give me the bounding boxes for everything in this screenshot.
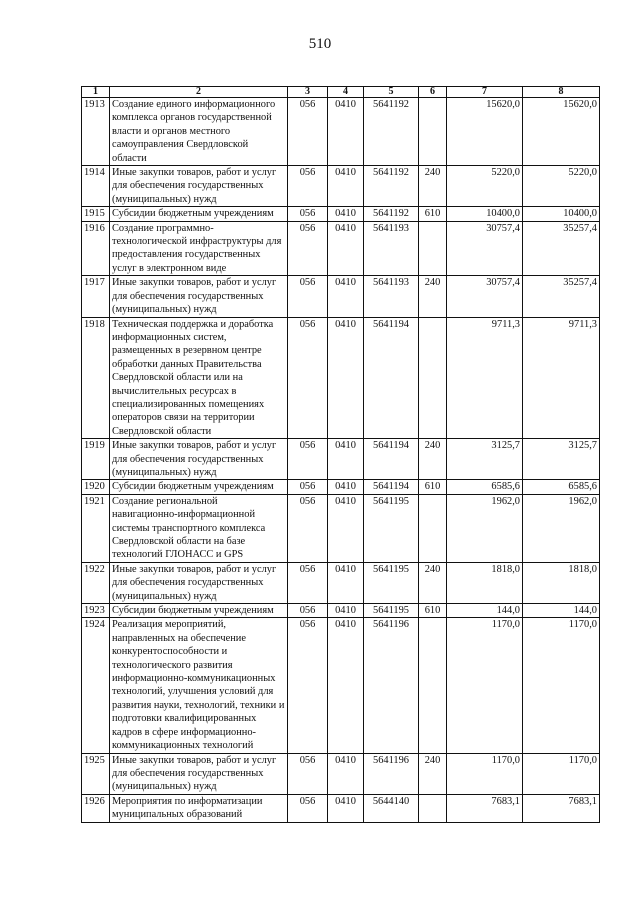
- row-section-code: 0410: [328, 221, 364, 276]
- row-ministry-code: 056: [288, 604, 328, 618]
- row-target-code: 5641195: [364, 494, 419, 562]
- row-amount-col7: 10400,0: [447, 207, 523, 221]
- row-target-code: 5641192: [364, 166, 419, 207]
- row-ministry-code: 056: [288, 317, 328, 439]
- table-row: [82, 98, 600, 166]
- row-target-code: 5641196: [364, 753, 419, 794]
- table-header-row: [82, 87, 600, 98]
- row-number: 1919: [82, 439, 110, 480]
- row-amount-col7: 30757,4: [447, 221, 523, 276]
- row-target-code: 5641196: [364, 618, 419, 753]
- row-amount-col7: 1818,0: [447, 562, 523, 603]
- row-ministry-code: 056: [288, 494, 328, 562]
- row-amount-col7: 1962,0: [447, 494, 523, 562]
- row-section-code: 0410: [328, 753, 364, 794]
- row-target-code: 5641195: [364, 562, 419, 603]
- row-target-code: 5641193: [364, 276, 419, 317]
- row-name: Субсидии бюджетным учреждениям: [110, 604, 288, 618]
- row-number: 1924: [82, 618, 110, 753]
- table-row: [82, 221, 600, 276]
- row-amount-col8: 1170,0: [523, 753, 600, 794]
- row-expense-type: 240: [419, 166, 447, 207]
- page-number: 510: [308, 36, 332, 52]
- row-target-code: 5641195: [364, 604, 419, 618]
- row-amount-col7: 7683,1: [447, 794, 523, 822]
- row-expense-type: [419, 618, 447, 753]
- row-expense-type: 610: [419, 604, 447, 618]
- row-name: Техническая поддержка и доработка информационных систем, размещенных в резервном центре обработки данных Правительства Свердловской области или на вычислительных ресурсах в специализированных помещениях операторов связи на территории Свердловской области: [110, 317, 288, 439]
- row-name: Мероприятия по информатизации муниципальных образований: [110, 794, 288, 822]
- row-amount-col7: 9711,3: [447, 317, 523, 439]
- row-amount-col8: 9711,3: [523, 317, 600, 439]
- row-name: Создание единого информационного комплекса органов государственной власти и органов местного самоуправления Свердловской области: [110, 98, 288, 166]
- table-row: [82, 166, 600, 207]
- row-name: Иные закупки товаров, работ и услуг для обеспечения государственных (муниципальных) нужд: [110, 439, 288, 480]
- row-amount-col7: 1170,0: [447, 753, 523, 794]
- row-name: Иные закупки товаров, работ и услуг для обеспечения государственных (муниципальных) нужд: [110, 276, 288, 317]
- row-number: 1926: [82, 794, 110, 822]
- row-amount-col8: 6585,6: [523, 480, 600, 494]
- row-amount-col8: 15620,0: [523, 98, 600, 166]
- row-name: Иные закупки товаров, работ и услуг для обеспечения государственных (муниципальных) нужд: [110, 562, 288, 603]
- row-section-code: 0410: [328, 794, 364, 822]
- row-expense-type: 240: [419, 562, 447, 603]
- row-ministry-code: 056: [288, 562, 328, 603]
- row-name: Реализация мероприятий, направленных на обеспечение конкурентоспособности и технологического развития информационно-коммуникационных технологий, улучшения условий для развития науки, технологий, техники и подготовки квалифицированных кадров в сфере информационно-коммуникационных технологий: [110, 618, 288, 753]
- row-ministry-code: 056: [288, 794, 328, 822]
- row-number: 1923: [82, 604, 110, 618]
- row-target-code: 5641193: [364, 221, 419, 276]
- row-target-code: 5641192: [364, 98, 419, 166]
- row-expense-type: [419, 317, 447, 439]
- row-number: 1918: [82, 317, 110, 439]
- row-amount-col8: 10400,0: [523, 207, 600, 221]
- table-row: [82, 207, 600, 221]
- row-target-code: 5641194: [364, 439, 419, 480]
- budget-table: [81, 86, 600, 823]
- row-number: 1921: [82, 494, 110, 562]
- row-amount-col8: 1962,0: [523, 494, 600, 562]
- row-amount-col7: 3125,7: [447, 439, 523, 480]
- header-col-5: 5: [364, 87, 419, 98]
- table-row: [82, 604, 600, 618]
- row-ministry-code: 056: [288, 618, 328, 753]
- row-amount-col8: 7683,1: [523, 794, 600, 822]
- row-expense-type: 240: [419, 753, 447, 794]
- row-section-code: 0410: [328, 317, 364, 439]
- row-section-code: 0410: [328, 494, 364, 562]
- row-amount-col8: 5220,0: [523, 166, 600, 207]
- table-row: [82, 480, 600, 494]
- row-number: 1925: [82, 753, 110, 794]
- row-ministry-code: 056: [288, 166, 328, 207]
- row-amount-col7: 6585,6: [447, 480, 523, 494]
- row-section-code: 0410: [328, 166, 364, 207]
- row-number: 1915: [82, 207, 110, 221]
- row-number: 1913: [82, 98, 110, 166]
- row-section-code: 0410: [328, 562, 364, 603]
- row-amount-col8: 3125,7: [523, 439, 600, 480]
- table-row: [82, 276, 600, 317]
- row-number: 1916: [82, 221, 110, 276]
- row-name: Создание региональной навигационно-информационной системы транспортного комплекса Свердловской области на базе технологий ГЛОНАСС и GPS: [110, 494, 288, 562]
- row-section-code: 0410: [328, 618, 364, 753]
- row-expense-type: 610: [419, 207, 447, 221]
- row-amount-col7: 30757,4: [447, 276, 523, 317]
- row-expense-type: 610: [419, 480, 447, 494]
- row-section-code: 0410: [328, 480, 364, 494]
- row-ministry-code: 056: [288, 753, 328, 794]
- row-amount-col8: 35257,4: [523, 276, 600, 317]
- row-amount-col8: 35257,4: [523, 221, 600, 276]
- row-name: Иные закупки товаров, работ и услуг для обеспечения государственных (муниципальных) нужд: [110, 166, 288, 207]
- row-amount-col8: 144,0: [523, 604, 600, 618]
- row-amount-col7: 5220,0: [447, 166, 523, 207]
- row-amount-col7: 144,0: [447, 604, 523, 618]
- row-expense-type: 240: [419, 439, 447, 480]
- row-number: 1922: [82, 562, 110, 603]
- row-ministry-code: 056: [288, 207, 328, 221]
- row-name: Иные закупки товаров, работ и услуг для обеспечения государственных (муниципальных) нужд: [110, 753, 288, 794]
- table-row: [82, 317, 600, 439]
- row-target-code: 5641192: [364, 207, 419, 221]
- row-section-code: 0410: [328, 439, 364, 480]
- row-name: Создание программно-технологической инфраструктуры для предоставления государственных услуг в электронном виде: [110, 221, 288, 276]
- row-name: Субсидии бюджетным учреждениям: [110, 207, 288, 221]
- row-section-code: 0410: [328, 604, 364, 618]
- row-ministry-code: 056: [288, 276, 328, 317]
- row-section-code: 0410: [328, 276, 364, 317]
- row-amount-col8: 1818,0: [523, 562, 600, 603]
- row-target-code: 5644140: [364, 794, 419, 822]
- row-expense-type: [419, 221, 447, 276]
- header-col-8: 8: [523, 87, 600, 98]
- table-row: [82, 562, 600, 603]
- row-amount-col7: 1170,0: [447, 618, 523, 753]
- row-expense-type: [419, 494, 447, 562]
- row-number: 1920: [82, 480, 110, 494]
- header-col-3: 3: [288, 87, 328, 98]
- table-row: [82, 494, 600, 562]
- row-ministry-code: 056: [288, 439, 328, 480]
- row-expense-type: 240: [419, 276, 447, 317]
- row-ministry-code: 056: [288, 221, 328, 276]
- row-section-code: 0410: [328, 207, 364, 221]
- row-target-code: 5641194: [364, 317, 419, 439]
- header-col-4: 4: [328, 87, 364, 98]
- header-col-6: 6: [419, 87, 447, 98]
- table-row: [82, 439, 600, 480]
- row-ministry-code: 056: [288, 480, 328, 494]
- row-number: 1914: [82, 166, 110, 207]
- table-row: [82, 618, 600, 753]
- header-col-1: 1: [82, 87, 110, 98]
- header-col-7: 7: [447, 87, 523, 98]
- row-expense-type: [419, 794, 447, 822]
- row-name: Субсидии бюджетным учреждениям: [110, 480, 288, 494]
- row-number: 1917: [82, 276, 110, 317]
- row-amount-col8: 1170,0: [523, 618, 600, 753]
- table-row: [82, 753, 600, 794]
- row-expense-type: [419, 98, 447, 166]
- table-row: [82, 794, 600, 822]
- header-col-2: 2: [110, 87, 288, 98]
- row-target-code: 5641194: [364, 480, 419, 494]
- row-ministry-code: 056: [288, 98, 328, 166]
- row-section-code: 0410: [328, 98, 364, 166]
- row-amount-col7: 15620,0: [447, 98, 523, 166]
